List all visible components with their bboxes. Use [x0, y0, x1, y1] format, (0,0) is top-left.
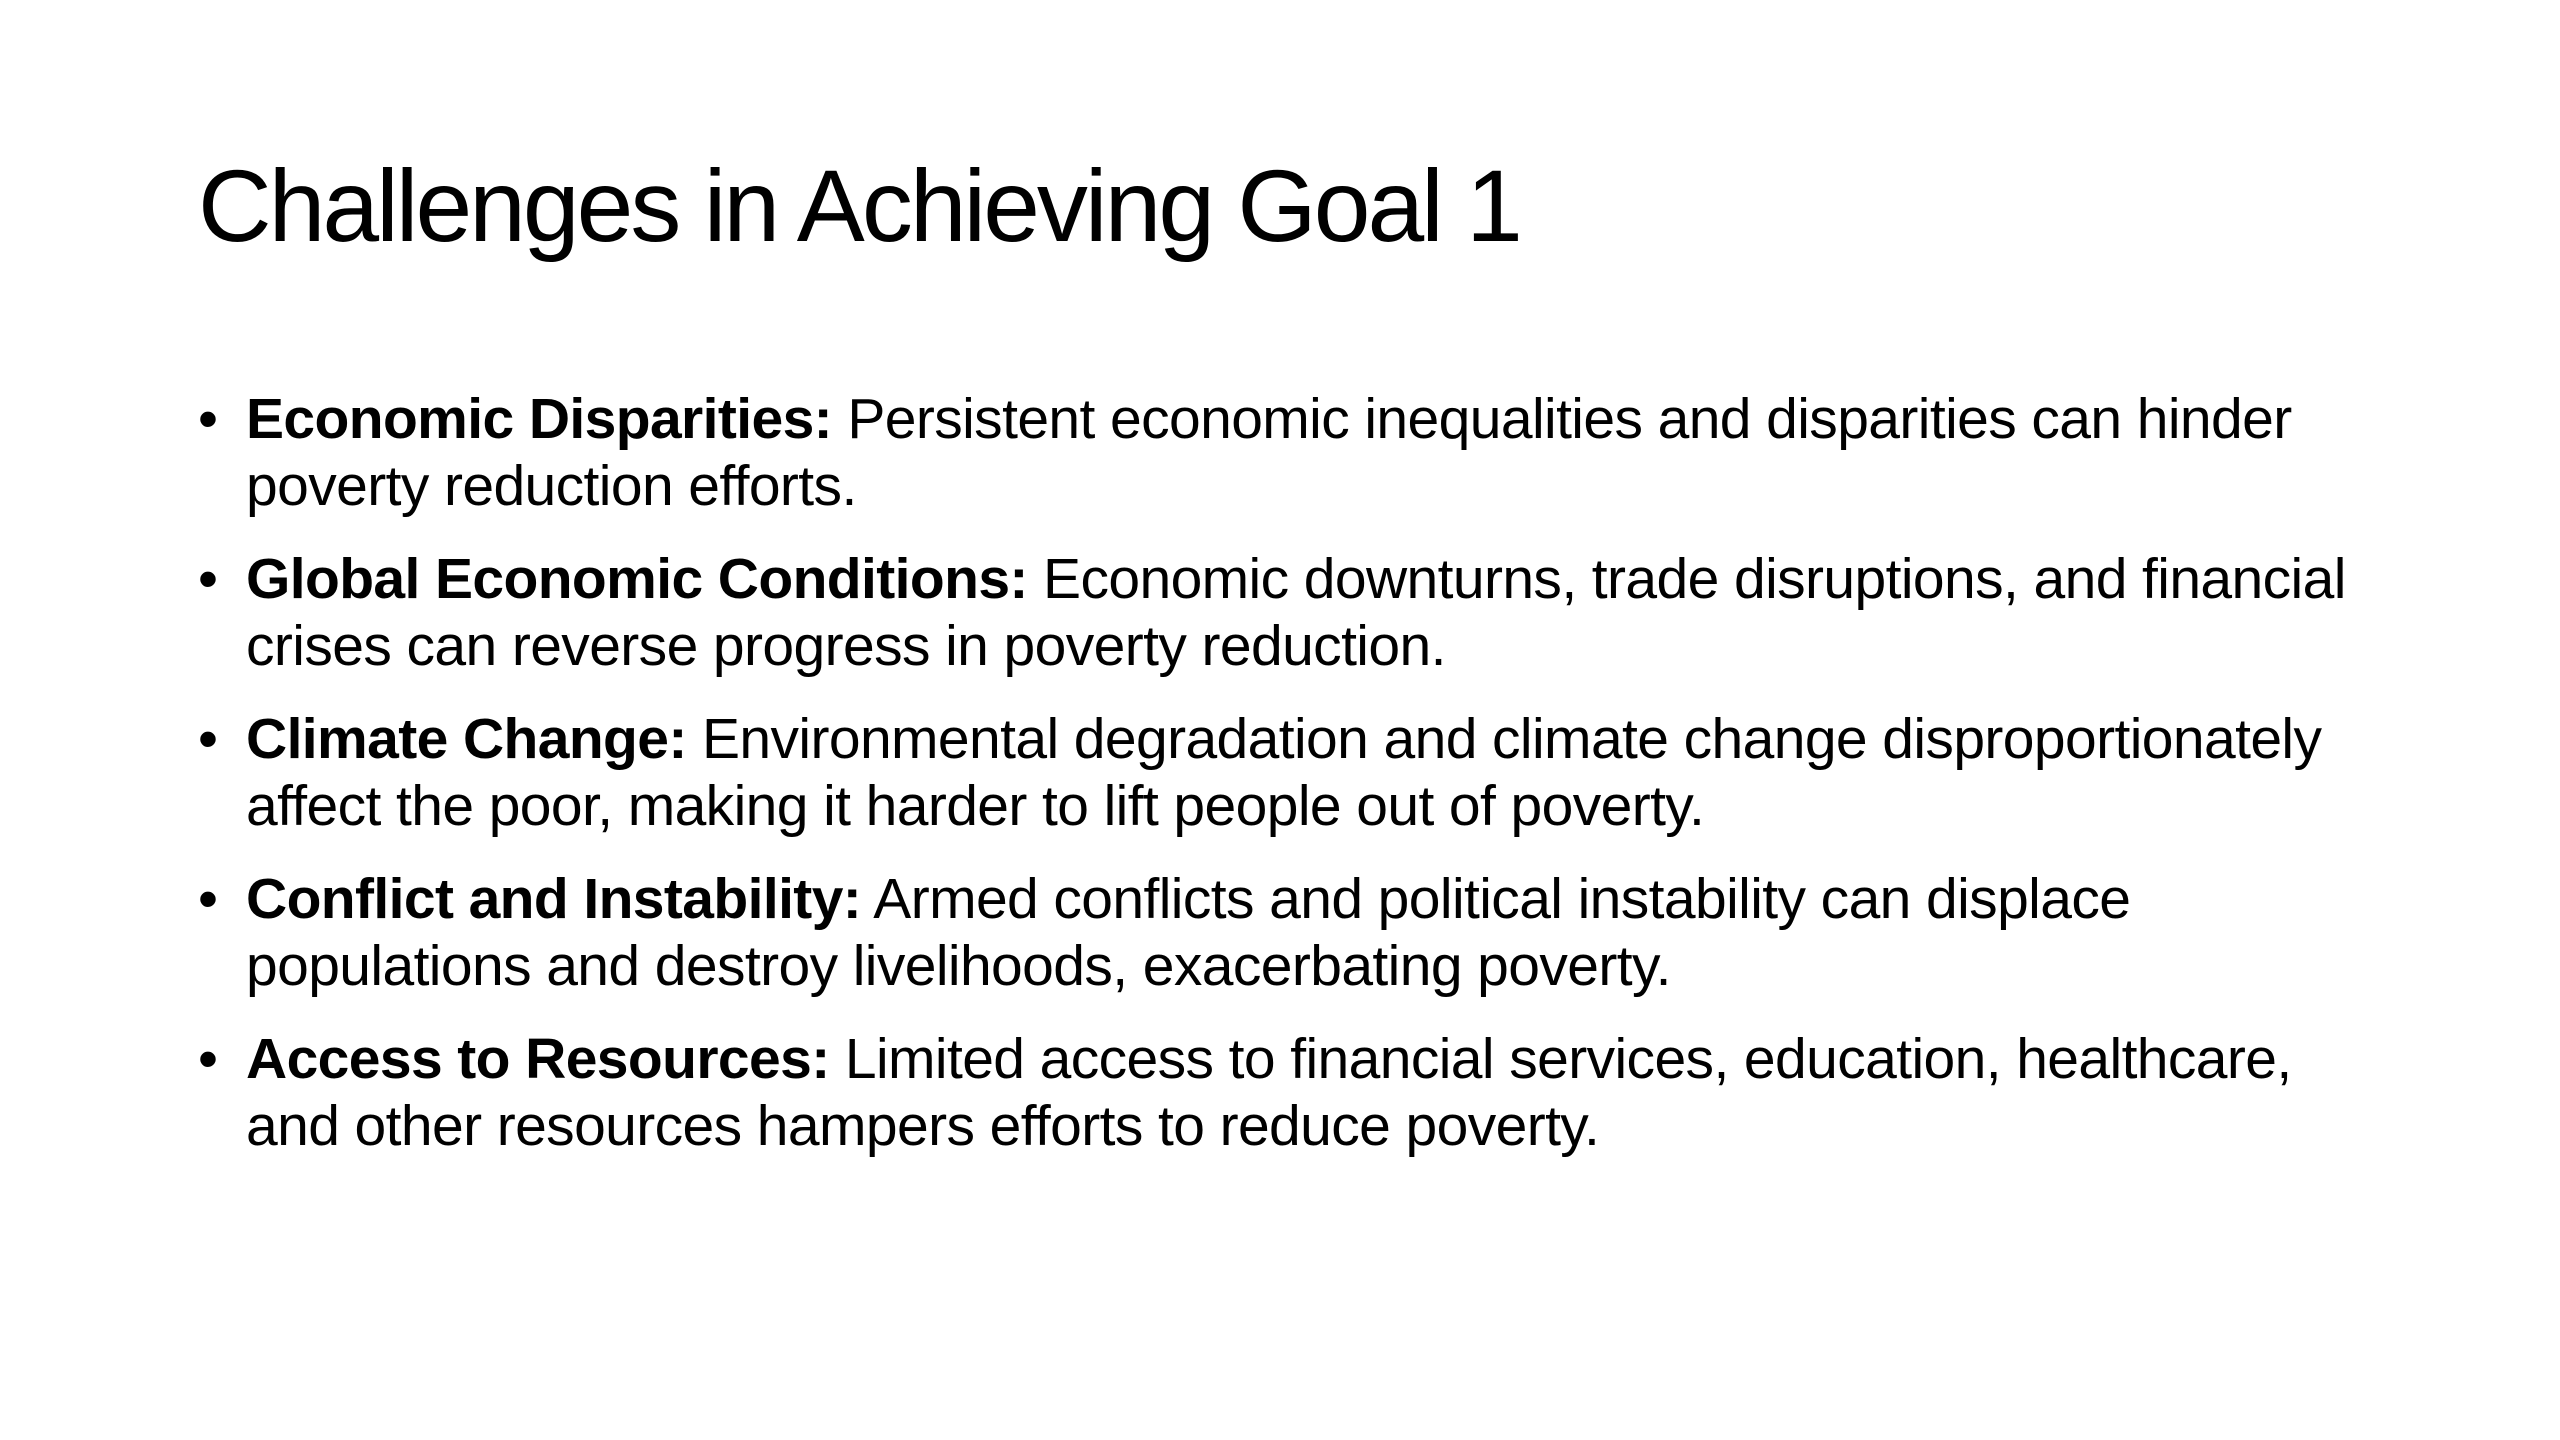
bullet-text: Limited access to financial services, education, healthcare, and other resources hampers efforts to reduce poverty. [246, 1027, 2292, 1158]
list-item-conflict-and-instability [198, 866, 2398, 1000]
bullet-term: Economic Disparities: [246, 387, 833, 451]
slide-title: Challenges in Achieving Goal 1 [198, 149, 1520, 263]
bullet-icon: • [198, 1027, 218, 1091]
bullet-term: Global Economic Conditions: [246, 547, 1028, 611]
list-item-climate-change [198, 706, 2398, 840]
bullet-text: Economic downturns, trade disruptions, and financial crises can reverse progress in poverty reduction. [246, 547, 2346, 678]
list-item-access-to-resources [198, 1026, 2398, 1160]
bullet-icon: • [198, 387, 218, 451]
bullet-icon: • [198, 867, 218, 931]
bullet-term: Access to Resources: [246, 1027, 830, 1091]
bullet-text: Armed conflicts and political instability can displace populations and destroy livelihoods, exacerbating poverty. [246, 867, 2131, 998]
bullet-term: Climate Change: [246, 707, 687, 771]
bullet-icon: • [198, 547, 218, 611]
list-item-economic-disparities [198, 386, 2398, 520]
bullet-list [198, 386, 2398, 1186]
list-item-global-economic-conditions [198, 546, 2398, 680]
bullet-text: Environmental degradation and climate change disproportionately affect the poor, making it harder to lift people out of poverty. [246, 707, 2322, 838]
bullet-icon: • [198, 707, 218, 771]
bullet-term: Conflict and Instability: [246, 867, 862, 931]
bullet-text: Persistent economic inequalities and disparities can hinder poverty reduction efforts. [246, 387, 2292, 518]
